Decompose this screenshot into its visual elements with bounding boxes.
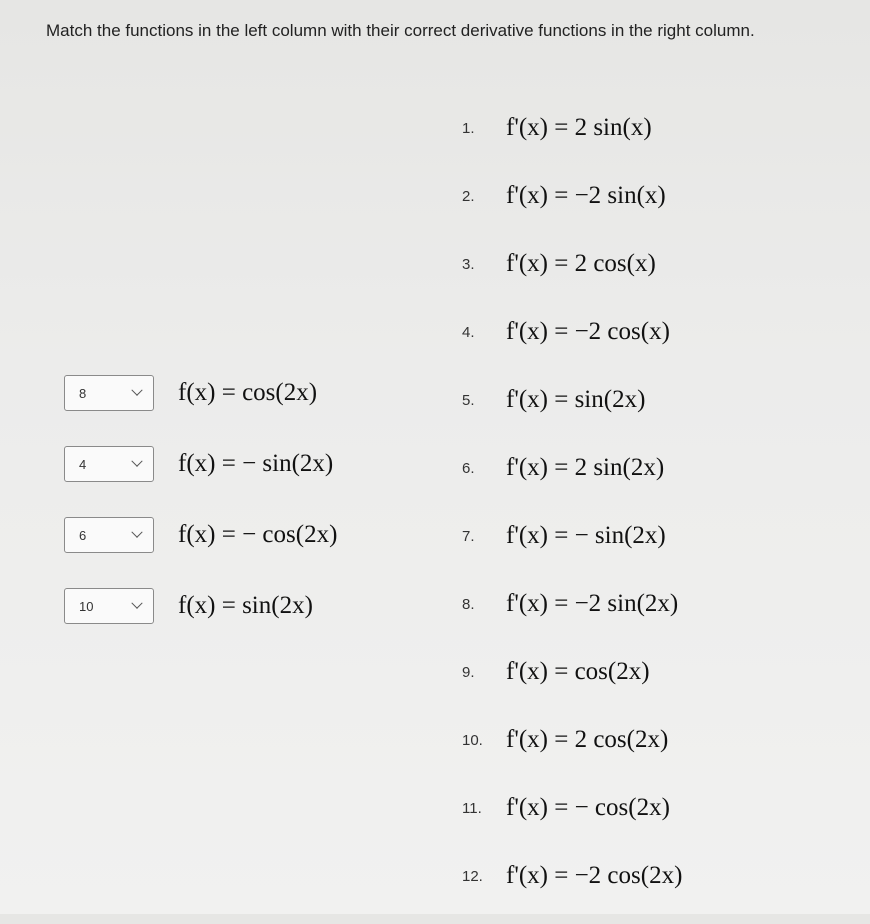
option-number: 5. [462,391,475,409]
derivative-expression: f'(x) = −2 cos(2x) [506,862,683,889]
match-row [64,374,337,412]
match-row [64,445,337,483]
derivative-option [462,788,682,828]
answer-select[interactable] [64,517,154,553]
option-number: 11. [462,799,482,817]
derivative-expression: f'(x) = 2 sin(x) [506,114,652,141]
match-row [64,587,337,625]
derivative-expression: f'(x) = 2 cos(x) [506,250,656,277]
derivative-option [462,244,682,284]
option-number: 7. [462,527,475,545]
selected-value: 4 [79,456,87,472]
option-number: 4. [462,323,475,341]
derivative-option [462,720,682,760]
option-number: 6. [462,459,475,477]
question-prompt: Match the functions in the left column with their correct derivative functions in the right column. [46,21,755,40]
selected-value: 10 [79,598,94,614]
function-expression: f(x) = − sin(2x) [178,450,334,477]
option-number: 2. [462,187,475,205]
answer-select[interactable] [64,375,154,411]
function-list [64,374,337,658]
derivative-option [462,380,682,420]
chevron-down-icon [131,527,142,538]
derivative-option [462,516,682,556]
derivative-option [462,176,682,216]
derivative-option [462,312,682,352]
derivative-list [462,108,682,924]
option-number: 3. [462,255,475,273]
match-row [64,516,337,554]
derivative-option [462,108,682,148]
selected-value: 6 [79,527,87,543]
function-expression: f(x) = cos(2x) [178,379,318,406]
derivative-expression: f'(x) = 2 sin(2x) [506,454,665,481]
option-number: 8. [462,595,475,613]
derivative-expression: f'(x) = − cos(2x) [506,794,670,821]
answer-select[interactable] [64,588,154,624]
derivative-option [462,584,682,624]
derivative-expression: f'(x) = − sin(2x) [506,522,666,549]
option-number: 10. [462,731,483,749]
function-expression: f(x) = − cos(2x) [178,521,338,548]
derivative-expression: f'(x) = −2 sin(2x) [506,590,679,617]
option-number: 9. [462,663,475,681]
derivative-option [462,448,682,488]
derivative-expression: f'(x) = −2 sin(x) [506,182,666,209]
chevron-down-icon [131,456,142,467]
option-number: 1. [462,119,475,137]
derivative-expression: f'(x) = cos(2x) [506,658,650,685]
option-number: 12. [462,867,483,885]
derivative-expression: f'(x) = 2 cos(2x) [506,726,669,753]
derivative-option [462,856,682,896]
derivative-expression: f'(x) = sin(2x) [506,386,646,413]
answer-select[interactable] [64,446,154,482]
chevron-down-icon [131,598,142,609]
selected-value: 8 [79,385,87,401]
derivative-option [462,652,682,692]
derivative-expression: f'(x) = −2 cos(x) [506,318,670,345]
chevron-down-icon [131,385,142,396]
function-expression: f(x) = sin(2x) [178,592,313,619]
